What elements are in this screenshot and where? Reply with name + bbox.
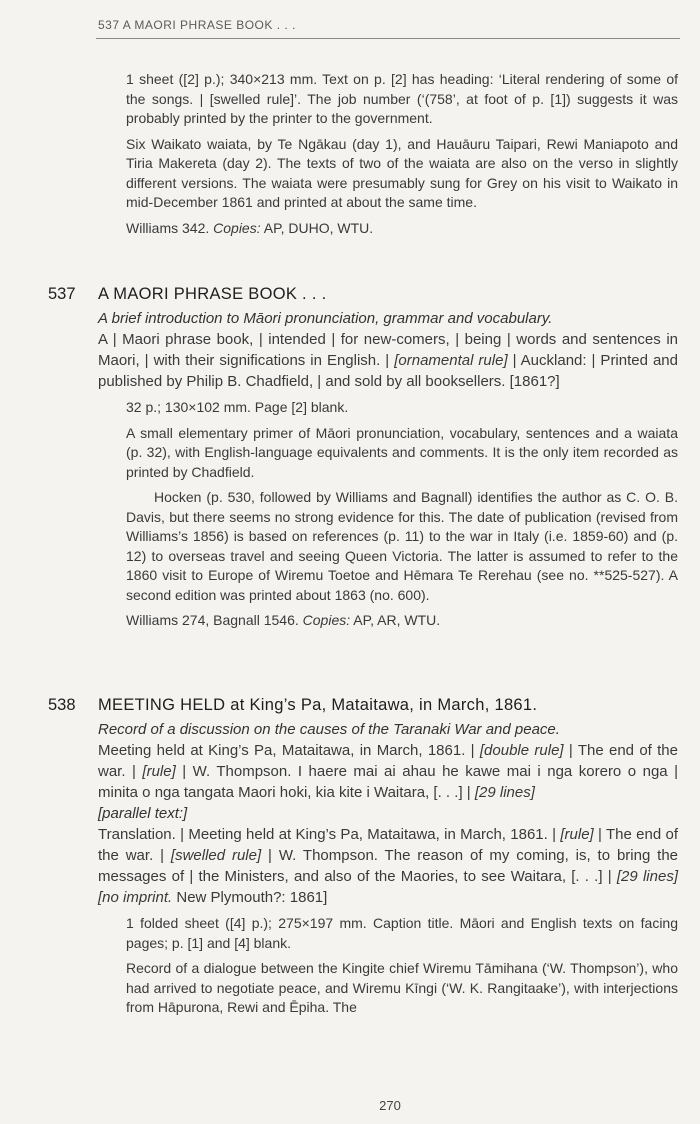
entry-maori-text	[98, 740, 678, 803]
entry-title: MEETING HELD at King’s Pa, Mataitawa, in March, 1861.	[98, 696, 538, 714]
entry-subtitle: Record of a discussion on the causes of the Taranaki War and peace.	[98, 721, 560, 738]
eng-a: Translation. | Meeting held at King’s Pa, Mataitawa, in March, 1861. |	[98, 826, 557, 843]
maori-lines: [29 lines]	[474, 784, 535, 801]
entry-title: A MAORI PHRASE BOOK . . .	[98, 285, 327, 303]
header-rule	[96, 38, 680, 39]
transcription-a: A | Maori phrase book, | intended | for new-comers, | being | words and sentences in Maori, | with their significations in English. |	[98, 331, 678, 369]
transcription-rule: [ornamental rule]	[394, 352, 508, 369]
eng-end: New Plymouth?: 1861]	[176, 889, 328, 906]
running-head: 537 A MAORI PHRASE BOOK . . .	[98, 18, 296, 32]
entry-english-text	[98, 824, 678, 908]
entry-note-1: A small elementary primer of Māori pronunciation, vocabulary, sentences and a waiata (p. 32), with English-language equivalents and comments. It is the only item recorded as printed by Chadfield.	[126, 424, 678, 480]
prev-entry	[0, 70, 700, 244]
entry-transcription	[98, 329, 678, 392]
entry-note-2: Hocken (p. 530, followed by Williams and Bagnall) identifies the author as C. O. B. Davis, but there seems no strong evidence for this. The date of publication (revised from Williams’s 1856) is based on references (p. 11) to the war in Italy (i.e. 1859-60) and (p. 12) to overseas travel and seeing Queen Victoria. The latter is assumed to refer to the 1860 visit to Europe of Wiremu Toetoe and Hēmara Te Rerehau (see no. **525-527). A second edition was printed about 1863 (no. 600).	[126, 489, 678, 603]
entry-537	[0, 285, 700, 637]
prev-copies: AP, DUHO, WTU.	[263, 219, 374, 236]
entry-number: 537	[48, 285, 76, 303]
prev-refs-text: Williams 342.	[126, 219, 210, 236]
eng-rule: [rule]	[560, 826, 594, 843]
transcription-b: | Auckland: | Printed and published by Philip B. Chadfield, | and sold by all booksellers. [1861?]	[98, 352, 678, 390]
prev-copies-label: Copies:	[213, 219, 261, 236]
entry-refs	[126, 611, 678, 631]
copies: AP, AR, WTU.	[353, 612, 441, 628]
maori-b: | The end of the war. |	[98, 742, 678, 780]
entry-physical: 32 p.; 130×102 mm. Page [2] blank.	[126, 399, 349, 415]
prev-note: Six Waikato waiata, by Te Ngākau (day 1), and Hauāuru Taipari, Rewi Maniapoto and Tiria Makereta (day 2). The texts of two of the waiata are also on the verso in slightly different versions. The waiata were presumably sung for Grey on his visit to Waikato in mid-December 1861 and printed at about the same time.	[126, 135, 678, 210]
entry-538	[0, 696, 700, 1024]
refs-text: Williams 274, Bagnall 1546.	[126, 612, 299, 628]
entry-number: 538	[48, 696, 76, 714]
eng-b: | The end of the war. |	[98, 826, 679, 864]
eng-rule-2: [swelled rule]	[170, 847, 262, 864]
copies-label: Copies:	[302, 612, 351, 628]
parallel-text-label: [parallel text:]	[98, 805, 188, 822]
eng-lines: [29 lines]	[616, 868, 678, 885]
maori-rule-2: [rule]	[142, 763, 176, 780]
maori-c: | W. Thompson. I haere mai ai ahau he kawe mai i nga korero o nga | minita o nga tangata Maori hoki, kia kite i Waitara, [. . .] |	[98, 763, 679, 801]
maori-a: Meeting held at King’s Pa, Mataitawa, in March, 1861. |	[98, 742, 475, 759]
prev-refs	[126, 219, 678, 239]
maori-rule: [double rule]	[479, 742, 564, 759]
page-number: 270	[379, 1098, 401, 1113]
entry-note-1: Record of a dialogue between the Kingite chief Wiremu Tāmihana (‘W. Thompson’), who had arrived to negotiate peace, and Wiremu Kīngi (‘W. K. Rangitaake’), with interjections from Hāpurona, Rewi and Ēpiha. The	[126, 960, 678, 1015]
entry-subtitle: A brief introduction to Māori pronunciation, grammar and vocabulary.	[98, 310, 553, 327]
eng-c: | W. Thompson. The reason of my coming, is, to bring the messages of | the Ministers, and also of the Maories, to see Waitara, [. . .] |	[98, 847, 679, 885]
prev-physical: 1 sheet ([2] p.); 340×213 mm. Text on p. [2] has heading: ‘Literal rendering of some of the songs. | [swelled rule]’. The job number (‘(758’, at foot of p. [1]) suggests it was probably printed by the printer to the government.	[126, 71, 678, 126]
entry-physical: 1 folded sheet ([4] p.); 275×197 mm. Caption title. Māori and English texts on facing pages; p. [1] and [4] blank.	[126, 915, 678, 951]
eng-imprint: [no imprint.	[98, 889, 173, 906]
